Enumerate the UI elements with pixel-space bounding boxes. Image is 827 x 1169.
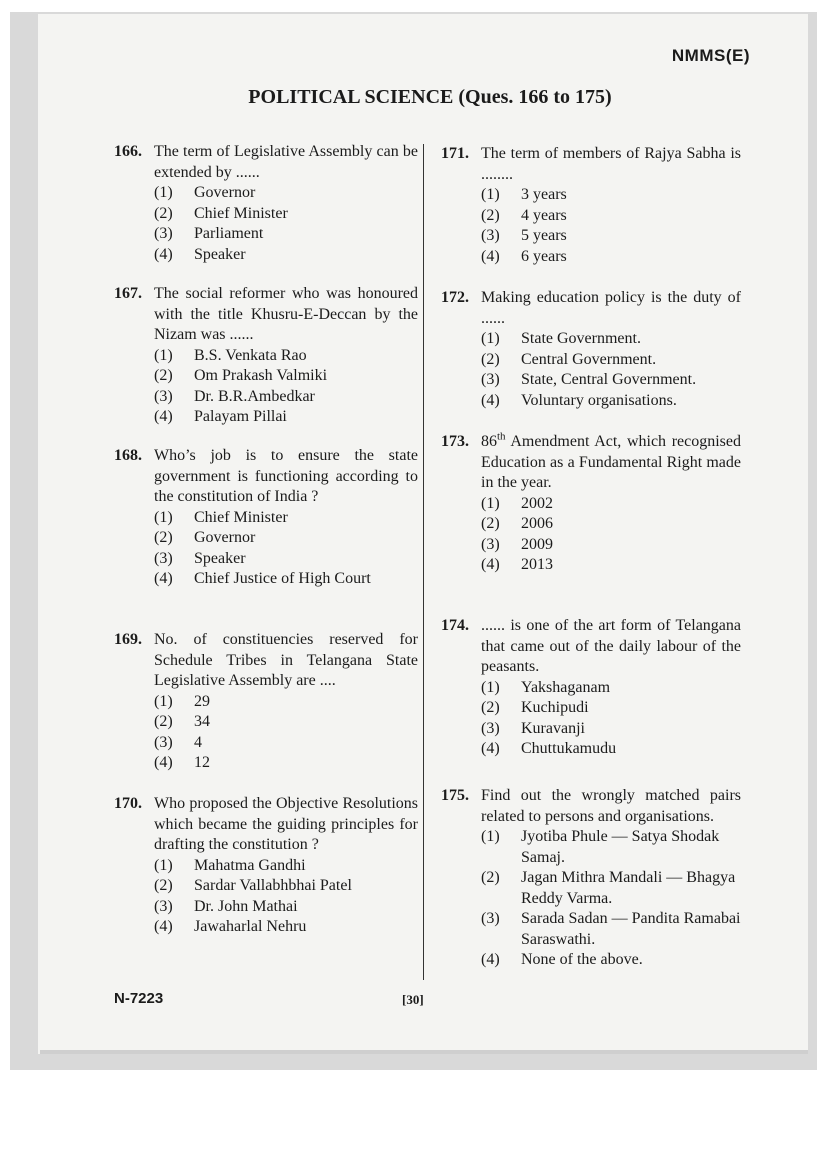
question-text: Who’s job is to ensure the state government is functioning according to the constitution of India ? [154,447,418,505]
option-row [154,897,418,918]
column-divider [423,144,424,980]
option-text: 2009 [521,535,553,553]
question-text: No. of constituencies reserved for Schedule Tribes in Telangana State Legislative Assembly are .... [154,631,418,689]
option-text: 4 [194,733,202,751]
question-head [441,786,741,827]
option-row [481,370,741,391]
question-number: 166. [114,143,142,160]
option-number: (3) [481,910,500,927]
option-text: Dr. B.R.Ambedkar [194,387,315,405]
option-text: 3 years [521,186,567,203]
option-row [154,508,418,529]
option-text: 4 years [521,206,567,224]
option-number: (2) [481,869,500,886]
option-text: Chief Minister [194,204,288,222]
question-text: ...... is one of the art form of Telangana that came out of the daily labour of the peasants. [481,617,741,675]
option-number: (3) [154,897,173,915]
option-row [481,206,741,227]
option-row [154,366,418,387]
question-number: 170. [114,795,142,812]
question-head [441,144,741,185]
option-number: (4) [481,391,500,409]
option-number: (4) [154,570,173,587]
question-173 [441,432,741,576]
option-number: (2) [154,529,173,546]
option-row [481,555,741,576]
option-row [154,856,418,877]
option-row [154,692,418,713]
option-text: 5 years [521,227,567,244]
question-number: 173. [441,433,469,450]
option-text: State Government. [521,330,641,347]
option-text: Jyotiba Phule — Satya Shodak Samaj. [521,828,720,866]
option-text: Voluntary organisations. [521,391,677,409]
option-text: Sardar Vallabhbhai Patel [194,877,352,894]
option-text: 2006 [521,515,553,532]
question-172 [441,288,741,411]
option-number: (2) [154,367,173,384]
question-number: 174. [441,617,469,634]
question-text: Find out the wrongly matched pairs related to persons and organisations. [481,787,741,825]
option-row [481,329,741,350]
option-number: (1) [481,330,500,347]
option-number: (3) [154,225,173,242]
option-text: Chuttukamudu [521,740,617,757]
footer-code: N-7223 [114,990,164,1007]
exam-code: NMMS(E) [671,46,750,65]
option-number: (2) [481,699,500,716]
option-number: (4) [154,245,173,263]
option-number: (1) [154,184,173,201]
option-text: Kuravanji [521,719,585,737]
question-text: The term of Legislative Assembly can be extended by ...... [154,143,418,181]
option-text: Jagan Mithra Mandali — Bhagya Reddy Varma. [521,869,736,907]
option-text: Central Government. [521,350,657,368]
option-number: (1) [481,828,500,845]
option-text: 29 [194,692,210,710]
question-169 [114,630,418,774]
question-166 [114,142,418,265]
option-text: Speaker [194,245,246,263]
option-text: 34 [194,713,210,730]
option-text: None of the above. [521,951,643,968]
option-row [154,204,418,225]
question-number: 169. [114,631,142,648]
option-text: Mahatma Gandhi [194,856,306,874]
question-text [481,432,741,494]
option-text: Sarada Sadan — Pandita Ramabai Saraswathi. [521,910,741,948]
option-row [481,950,741,971]
option-row [154,876,418,897]
option-number: (3) [154,733,173,751]
option-row [154,407,418,428]
option-text: Jawaharlal Nehru [194,918,307,935]
question-text: Making education policy is the duty of ...... [481,289,741,327]
option-row [154,387,418,408]
option-text: Governor [194,529,256,546]
question-text-prefix: 86 [481,433,497,450]
option-text: 6 years [521,247,567,265]
option-number: (1) [154,508,173,526]
option-row [481,739,741,760]
option-row [154,733,418,754]
option-number: (1) [154,856,173,874]
option-row [154,917,418,938]
option-text: 12 [194,754,210,771]
option-number: (4) [154,918,173,935]
question-text-rest: Amendment Act, which recognised Education as a Fundamental Right made in the year. [481,433,741,491]
option-number: (1) [481,186,500,203]
option-number: (2) [154,204,173,222]
option-row [481,494,741,515]
question-number: 168. [114,447,142,464]
question-text: The term of members of Rajya Sabha is ........ [481,145,741,183]
option-number: (1) [154,692,173,710]
option-number: (4) [481,951,500,968]
question-head [114,794,418,856]
question-number: 172. [441,289,469,306]
question-head [441,288,741,329]
question-head [114,630,418,692]
question-number: 175. [441,787,469,804]
option-text: Governor [194,184,256,201]
option-number: (3) [154,549,173,567]
question-head [441,616,741,678]
option-number: (4) [481,740,500,757]
option-row [481,719,741,740]
option-row [481,391,741,412]
section-title: POLITICAL SCIENCE (Ques. 166 to 175) [248,86,612,108]
option-text: 2002 [521,494,553,512]
option-text: Chief Justice of High Court [194,570,371,587]
option-number: (2) [481,515,500,532]
question-number: 171. [441,145,469,162]
page-number: [30] [402,992,424,1007]
option-text: Speaker [194,549,246,567]
option-row [481,226,741,247]
option-number: (4) [154,754,173,771]
option-number: (3) [481,719,500,737]
question-171 [441,144,741,267]
option-row [154,346,418,367]
option-number: (2) [154,877,173,894]
option-number: (3) [154,387,173,405]
question-head [114,142,418,183]
paper-edge [40,1050,808,1054]
option-number: (3) [481,227,500,244]
option-text: Parliament [194,225,264,242]
option-row [481,247,741,268]
option-row [481,827,741,868]
question-text: Who proposed the Objective Resolutions which became the guiding principles for drafting the constitution ? [154,795,418,853]
option-number: (2) [154,713,173,730]
option-text: State, Central Government. [521,371,697,388]
option-text: Dr. John Mathai [194,897,298,915]
question-number: 167. [114,285,142,302]
option-number: (4) [154,408,173,425]
question-168 [114,446,418,590]
option-row [154,245,418,266]
question-head [114,446,418,508]
option-row [154,183,418,204]
option-number: (2) [481,350,500,368]
option-number: (1) [481,678,500,696]
option-row [481,535,741,556]
option-number: (4) [481,556,500,573]
option-number: (2) [481,206,500,224]
option-row [481,698,741,719]
option-text: Palayam Pillai [194,408,287,425]
option-number: (3) [481,371,500,388]
superscript: th [497,430,506,443]
option-text: B.S. Venkata Rao [194,346,307,364]
option-row [154,224,418,245]
option-text: 2013 [521,556,553,573]
option-row [481,350,741,371]
option-number: (1) [154,346,173,364]
option-row [154,712,418,733]
option-row [154,549,418,570]
option-number: (1) [481,494,500,512]
question-167 [114,284,418,428]
option-row [481,185,741,206]
question-head [114,284,418,346]
option-row [154,569,418,590]
option-text: Chief Minister [194,508,288,526]
question-175 [441,786,741,971]
option-row [481,514,741,535]
option-row [481,868,741,909]
question-head [441,432,741,494]
option-text: Om Prakash Valmiki [194,367,328,384]
option-row [481,678,741,699]
option-row [154,753,418,774]
question-174 [441,616,741,760]
option-text: Kuchipudi [521,699,589,716]
option-text: Yakshaganam [521,678,611,696]
question-text: The social reformer who was honoured with the title Khusru-E-Deccan by the Nizam was ...... [154,285,418,343]
option-number: (4) [481,247,500,265]
question-170 [114,794,418,938]
option-number: (3) [481,535,500,553]
option-row [481,909,741,950]
option-row [154,528,418,549]
